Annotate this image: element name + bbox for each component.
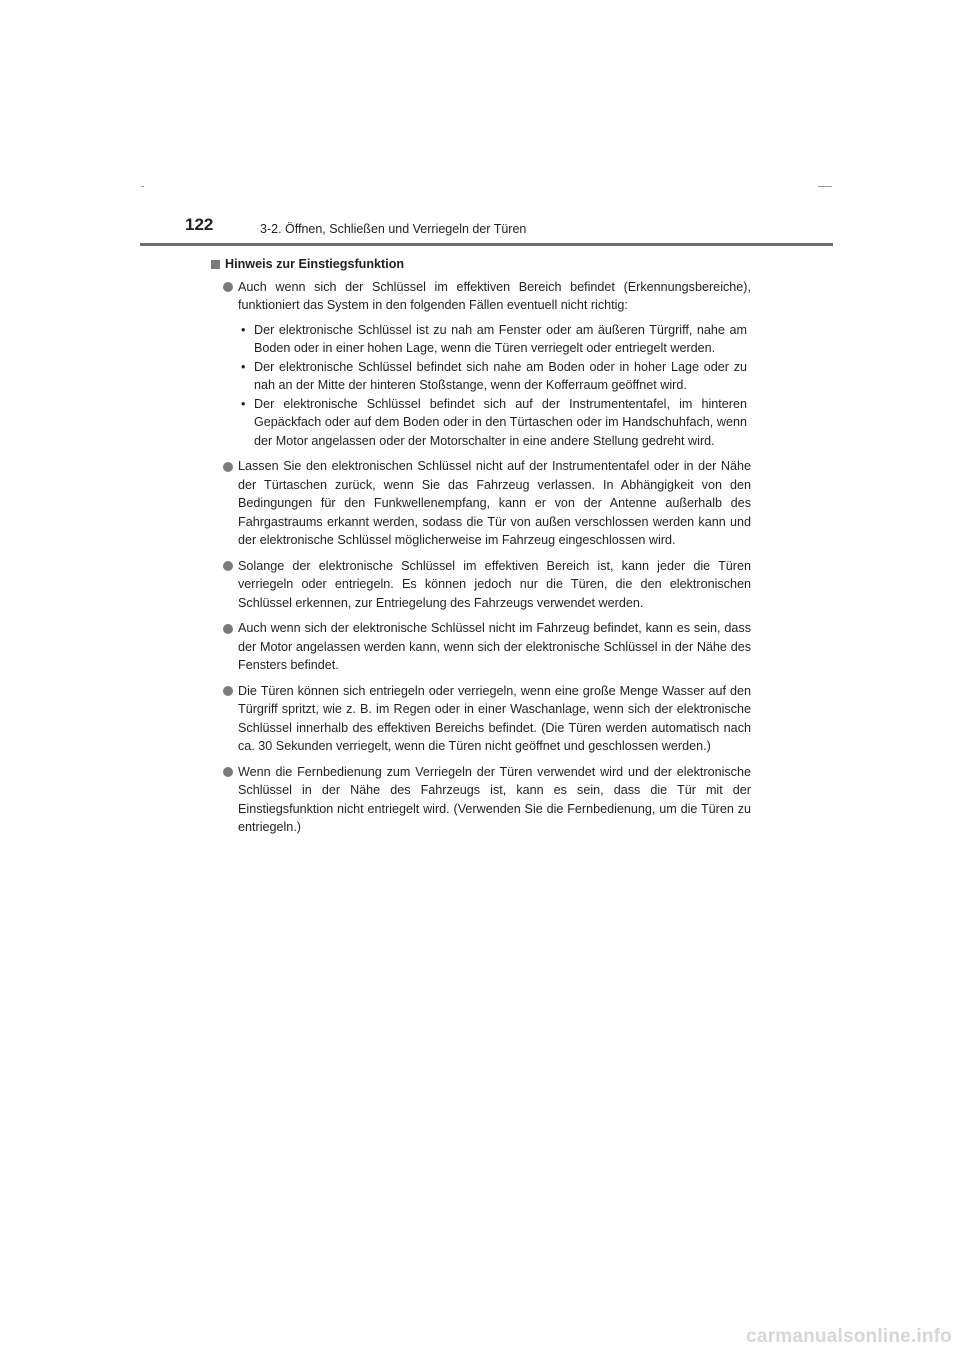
section-heading-text: Hinweis zur Einstiegsfunktion	[225, 257, 405, 271]
dot-bullet-icon: •	[241, 359, 246, 374]
watermark-logo: carmanualsonline.info	[746, 1326, 952, 1347]
page-number: 122	[185, 215, 214, 234]
list-item-5	[211, 682, 751, 756]
sub-list-item-1	[241, 321, 751, 358]
list-item-6	[211, 763, 751, 837]
list-item-3	[211, 557, 751, 613]
dot-bullet-icon: •	[241, 396, 246, 411]
header-rule	[140, 243, 833, 246]
list-item-text: Die Türen können sich entriegeln oder verriegeln, wenn eine große Menge Wasser auf den Türgriff spritzt, wie z. B. im Regen oder in einer Waschanlage, wenn sich der elektronische Schlüssel innerhalb des effektiven Bereichs befindet. (Die Türen werden automatisch nach ca. 30 Sekunden verriegelt, wenn die Türen nicht geöffnet und geschlossen werden.)	[238, 683, 751, 753]
circle-bullet-icon	[223, 767, 233, 777]
list-item-text: Lassen Sie den elektronischen Schlüssel nicht auf der Instrumententafel oder in der Nähe der Türtaschen zurück, wenn Sie das Fahrzeug verlassen. In Abhängigkeit von den Bedingungen für den Funkwellenempfang, kann er von der Antenne außerhalb des Fahrgastraums erkannt werden, sodass die Tür von außen verschlossen werden kann und der elektronische Schlüssel möglicherweise im Fahrzeug eingeschlossen wird.	[238, 459, 751, 547]
list-item-text: Solange der elektronische Schlüssel im effektiven Bereich ist, kann jeder die Türen verriegeln oder entriegeln. Es können jedoch nur die Türen, die den elektronischen Schlüssel erkennen, zur Entriegelung des Fahrzeugs verwendet werden.	[238, 558, 751, 610]
circle-bullet-icon	[223, 624, 233, 634]
section-heading	[211, 255, 751, 274]
circle-bullet-icon	[223, 561, 233, 571]
circle-bullet-icon	[223, 686, 233, 696]
crop-mark-left	[141, 186, 144, 187]
list-item-text: Auch wenn sich der Schlüssel im effektiven Bereich befindet (Erkennungsbereiche), funktioniert das System in den folgenden Fällen eventuell nicht richtig:	[238, 279, 751, 312]
square-bullet-icon	[211, 260, 220, 269]
list-item-4	[211, 619, 751, 675]
section-title: 3-2. Öffnen, Schließen und Verriegeln der Türen	[260, 222, 527, 236]
circle-bullet-icon	[223, 462, 233, 472]
sub-list	[238, 321, 751, 451]
crop-mark-right	[818, 186, 832, 187]
list-item-text: Auch wenn sich der elektronische Schlüssel nicht im Fahrzeug befindet, kann es sein, dass der Motor angelassen werden kann, wenn sich der elektronische Schlüssel in der Nähe des Fensters befindet.	[238, 621, 751, 672]
sub-list-item-2	[241, 358, 751, 395]
sub-list-item-text: Der elektronische Schlüssel befindet sich nahe am Boden oder in hoher Lage oder zu nah an der Mitte der hinteren Stoßstange, wenn der Kofferraum geöffnet wird.	[254, 359, 747, 392]
list-item-2	[211, 457, 751, 550]
dot-bullet-icon: •	[241, 322, 246, 337]
list-item-1	[211, 278, 751, 451]
sub-list-item-text: Der elektronische Schlüssel befindet sich auf der Instrumententafel, im hinteren Gepäckfach oder auf dem Boden oder in den Türtaschen oder im Handschuhfach, wenn der Motor angelassen oder der Motorschalter in eine andere Stellung gedreht wird.	[254, 396, 747, 448]
sub-list-item-3	[241, 395, 751, 451]
list-item-text: Wenn die Fernbedienung zum Verriegeln der Türen verwendet wird und der elektronische Schlüssel in der Nähe des Fahrzeugs ist, kann es sein, dass die Tür mit der Einstiegsfunktion nicht entriegelt wird. (Verwenden Sie die Fernbedienung, um die Türen zu entriegeln.)	[238, 764, 751, 834]
sub-list-item-text: Der elektronische Schlüssel ist zu nah am Fenster oder am äußeren Türgriff, nahe am Boden oder in einer hohen Lage, wenn die Türen verriegelt oder entriegelt werden.	[254, 322, 747, 355]
main-content	[211, 255, 751, 844]
circle-bullet-icon	[223, 282, 233, 292]
